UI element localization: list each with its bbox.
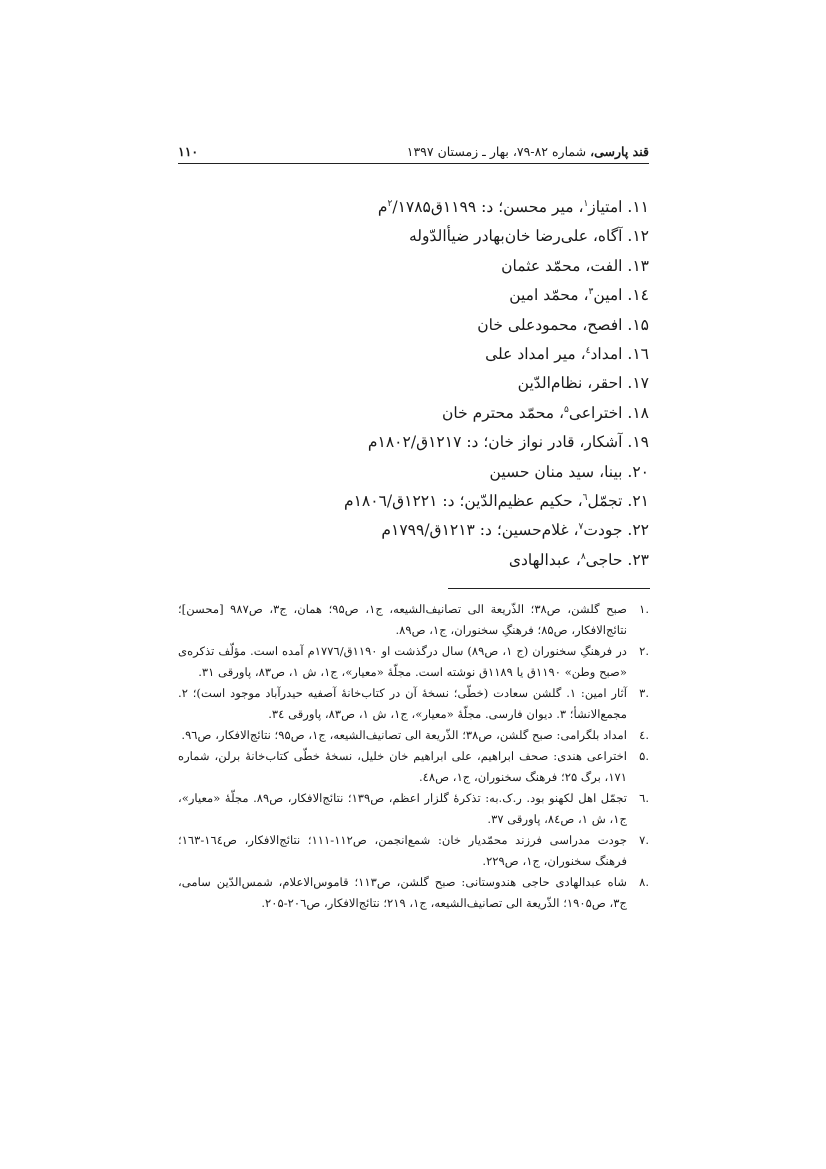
- issue-info: شماره ۸۲-۷۹، بهار ـ زمستان ۱۳۹۷: [406, 144, 591, 159]
- entry-number: ۱۳.: [627, 256, 649, 275]
- page-number: ۱۱۰: [178, 144, 199, 159]
- footnote: [178, 599, 649, 641]
- entry-text: امداد: [590, 345, 628, 364]
- entry-text: احقر، نظام‌الدّین: [517, 374, 628, 393]
- journal-info: [407, 141, 649, 163]
- entry-text: امین: [593, 286, 628, 305]
- journal-title: قند پارسی،: [590, 144, 649, 159]
- entry-number: ۲۰.: [627, 462, 649, 481]
- entry-text: اختراعی: [568, 403, 628, 422]
- footnote-number: .۸: [639, 875, 649, 889]
- footnote-number: .۳: [639, 686, 649, 700]
- footnote-text: شاه عبدالهادی حاجی هندوستانی: صبح گلشن، ص۱۱۳؛ قاموس‌الاعلام، شمس‌الدّین سامی، ج۳، ص۱۹۰۵؛ الذّریعة الی تصانیف‌الشیعه، ج۱، ۲۱۹؛ نتائج‌الافکار، ص۲۰٦-۲۰۵.: [178, 875, 627, 910]
- footnote-ref: ۵: [564, 404, 569, 415]
- entry-text: ، محمّد امین: [509, 286, 589, 305]
- entry-text: الفت، محمّد عثمان: [501, 256, 628, 275]
- footnote: [178, 788, 649, 830]
- footnote-number: .۵: [639, 749, 649, 763]
- footnote-number: .۷: [639, 833, 649, 847]
- footnote-text: امداد بلگرامی: صبح گلشن، ص۳۸؛ الذّریعة الی تصانیف‌الشیعه، ج۱، ص۹۵؛ نتائج‌الافکار، ص۹٦.: [181, 728, 627, 742]
- entry-number: ۱٤.: [627, 286, 649, 305]
- entry-number: ۲۱.: [627, 492, 649, 511]
- entry-text: ، میر محسن؛ د: ۱۱۹۹ق: [430, 198, 584, 217]
- entry-number: ۱۵.: [627, 315, 649, 334]
- footnote: [178, 683, 649, 725]
- entry-text: ، میر امداد علی: [485, 345, 586, 364]
- entry-number: ۱۱.: [627, 198, 649, 217]
- entry-number: ۲۳.: [627, 550, 649, 569]
- entry-number: ۱۲.: [627, 227, 649, 246]
- footnote: [178, 830, 649, 872]
- footnote: [178, 725, 649, 746]
- list-item: [178, 367, 649, 396]
- footnote-number: .۲: [639, 644, 649, 658]
- entry-text: آگاه، علی‌رضا خان‌بهادر ضیأالدّوله: [408, 227, 628, 246]
- entry-number: ۱۸.: [627, 403, 649, 422]
- footnote-text: اختراعی هندی: صحف ابراهیم، علی ابراهیم خان خلیل، نسخهٔ خطّی کتاب‌خانهٔ برلن، شماره ۱۷۱، برگ ۲۵؛ فرهنگ سخنوران، ج۱، ص٤۸.: [178, 749, 627, 784]
- footnote-ref: ۷: [578, 522, 584, 533]
- list-item: [178, 220, 649, 249]
- list-item: [178, 338, 649, 367]
- footnote-number: .۱: [639, 602, 649, 616]
- footnote-text: صبح گلشن، ص۳۸؛ الذّریعة الی تصانیف‌الشیعه، ج۱، ص۹۵؛ همان، ج۳، ص۹۸۷ [محسن]؛ نتائج‌الافکار، ص۸۵؛ فرهنگِ سخنوران، ج۱، ص۸۹.: [178, 602, 628, 637]
- footnote-ref: ۱: [583, 199, 589, 209]
- list-item: [178, 279, 649, 308]
- footnote-text: تجمّل اهل لکهنو بود. ر.ک.به: تذکرهٔ گلزار اعظم، ص۱۳۹؛ نتائج‌الافکار، ص۸۹. مجلّهٔ «معیار»، ج۱، ش ۱، ص۸٤، پاورقی ۳۷.: [178, 791, 627, 826]
- footnote-ref: ۲: [387, 199, 393, 209]
- footnote: [178, 746, 649, 788]
- entry-text: ، عبدالهادی: [508, 550, 581, 569]
- entry-text: بینا، سید منان حسین: [489, 462, 628, 481]
- footnote: [178, 641, 649, 683]
- footnote-number: .٤: [639, 728, 649, 742]
- entry-text: جودت: [583, 521, 628, 540]
- entry-number: ۱۷.: [627, 374, 649, 393]
- entry-text: ، حکیم عظیم‌الدّین؛ د: ۱۲۲۱ق/۱۸۰٦م: [343, 492, 583, 511]
- poet-list: [178, 191, 649, 573]
- footnote-text: در فرهنگِ سخنوران (ج ۱، ص۸۹) سال درگذشت او ۱۱۹۰ق/۱۷۷٦م آمده است. مؤلّف تذکره‌ی «صبح وطن» ۱۱۹۰ق یا ۱۱۸۹ق نوشته است. مجلّهٔ «معیار»، ج۱، ش ۱، ص۸۳، پاورقی ۳۱.: [178, 644, 627, 679]
- entry-number: ۱۹.: [627, 433, 649, 452]
- footnote-separator: [448, 588, 650, 589]
- list-item: [178, 191, 649, 220]
- footnote-number: .٦: [639, 791, 649, 805]
- list-item: [178, 485, 649, 514]
- footnote: [178, 872, 649, 914]
- entry-text: حاجی: [585, 550, 628, 569]
- list-item: [178, 309, 649, 338]
- list-item: [178, 250, 649, 279]
- entry-text: آشکار، قادر نواز خان؛ د: ۱۲۱۷ق/۱۸۰۲م: [367, 433, 628, 452]
- footnote-ref: ۳: [588, 287, 594, 298]
- footnote-text: آثار امین: ۱. گلشن سعادت (خطّی؛ نسخهٔ آن در کتاب‌خانهٔ آصفیه حیدرآباد موجود است)؛ ۲. مجمع‌الانشأ؛ ۳. دیوان فارسی. مجلّهٔ «معیار»، ج۱، ش ۱، ص۸۳، پاورقی ۳٤.: [178, 686, 627, 721]
- list-item: [178, 544, 649, 573]
- footnote-text: جودت مدراسی فرزند محمّدیار خان: شمع‌انجمن، ص۱۱۲-۱۱۱؛ نتائج‌الافکار، ص۱٦٤-۱٦۳؛ فرهنگ سخنوران، ج۱، ص۲۲۹.: [178, 833, 627, 868]
- entry-text: امتیاز: [588, 198, 628, 217]
- list-item: [178, 514, 649, 543]
- entry-text: ، غلام‌حسین؛ د: ۱۲۱۳ق/۱۷۹۹م: [381, 521, 579, 540]
- entry-text: ، محمّد محترم خان: [442, 403, 565, 422]
- running-header: [178, 141, 649, 164]
- list-item: [178, 456, 649, 485]
- entry-number: ۲۲.: [627, 521, 649, 540]
- entry-text: /۱۷۸۵م: [377, 198, 431, 217]
- footnote-ref: ٤: [585, 345, 591, 356]
- footnotes: [178, 599, 649, 914]
- entry-text: تجمّل: [587, 492, 628, 511]
- footnote-ref: ۸: [580, 551, 586, 562]
- entry-text: افصح، محمودعلی خان: [477, 315, 628, 334]
- list-item: [178, 397, 649, 426]
- footnote-ref: ٦: [582, 492, 588, 503]
- entry-number: ۱٦.: [627, 345, 649, 364]
- list-item: [178, 426, 649, 455]
